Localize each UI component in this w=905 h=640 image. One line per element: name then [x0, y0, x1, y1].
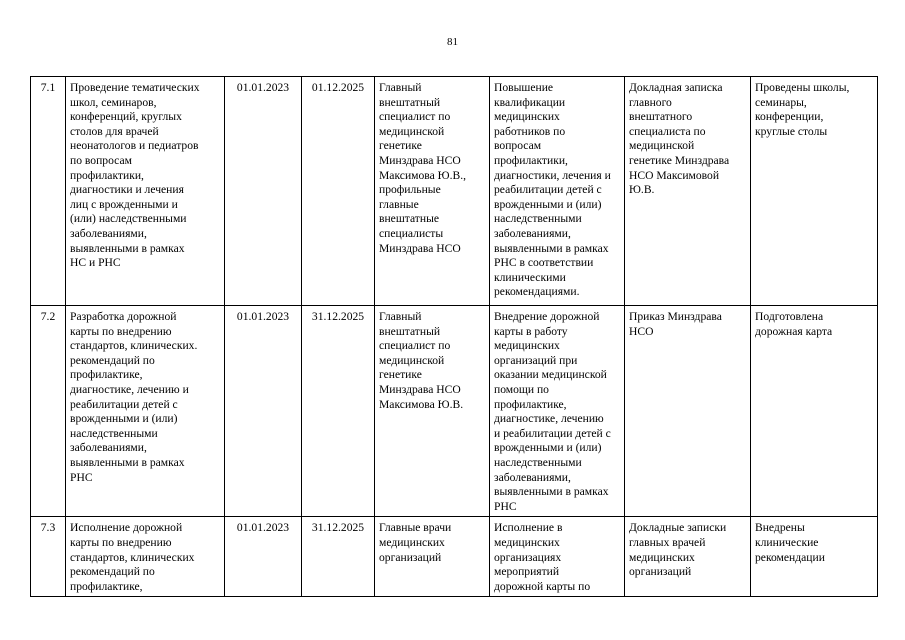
expected-result-cell: Повышение квалификации медицинских работников по вопросам профилактики, диагностики, лечения и реабилитации детей с врожденными и (или) наследственными заболеваниями, выявленными в рамках РНС в соответствии клиническими рекомендациями.	[490, 77, 625, 306]
outcome-cell: Проведены школы, семинары, конференции, круглые столы	[751, 77, 878, 306]
end-date-cell: 31.12.2025	[302, 517, 375, 597]
start-date-cell: 01.01.2023	[225, 517, 302, 597]
document-cell: Приказ Минздрава НСО	[625, 306, 751, 517]
document-cell: Докладная записка главного внештатного специалиста по медицинской генетике Минздрава НСО Максимовой Ю.В.	[625, 77, 751, 306]
end-date-cell: 01.12.2025	[302, 77, 375, 306]
item-number: 7.3	[31, 517, 66, 597]
document-cell: Докладные записки главных врачей медицинских организаций	[625, 517, 751, 597]
plan-table	[30, 76, 878, 597]
event-cell: Разработка дорожной карты по внедрению стандартов, клинических. рекомендаций по профилактике, диагностике, лечению и реабилитации детей с врожденными и (или) наследственными заболеваниями, выявленными в рамках РНС	[66, 306, 225, 517]
table-row	[31, 77, 878, 306]
table-row	[31, 306, 878, 517]
expected-result-cell: Исполнение в медицинских организациях мероприятий дорожной карты по	[490, 517, 625, 597]
outcome-cell: Подготовлена дорожная карта	[751, 306, 878, 517]
start-date-cell: 01.01.2023	[225, 306, 302, 517]
end-date-cell: 31.12.2025	[302, 306, 375, 517]
responsible-cell: Главные врачи медицинских организаций	[375, 517, 490, 597]
expected-result-cell: Внедрение дорожной карты в работу медицинских организаций при оказании медицинской помощи по профилактике, диагностике, лечению и реабилитации детей с врожденными и (или) наследственными заболеваниями, выявленными в рамках РНС	[490, 306, 625, 517]
item-number: 7.1	[31, 77, 66, 306]
item-number: 7.2	[31, 306, 66, 517]
outcome-cell: Внедрены клинические рекомендации	[751, 517, 878, 597]
responsible-cell: Главный внештатный специалист по медицинской генетике Минздрава НСО Максимова Ю.В.	[375, 306, 490, 517]
event-cell: Исполнение дорожной карты по внедрению стандартов, клинических рекомендаций по профилактике,	[66, 517, 225, 597]
table-row	[31, 517, 878, 597]
event-cell: Проведение тематических школ, семинаров, конференций, круглых столов для врачей неонатологов и педиатров по вопросам профилактики, диагностики и лечения лиц с врожденными и (или) наследственными заболеваниями, выявленными в рамках НС и РНС	[66, 77, 225, 306]
responsible-cell: Главный внештатный специалист по медицинской генетике Минздрава НСО Максимова Ю.В., профильные главные внештатные специалисты Минздрава НСО	[375, 77, 490, 306]
start-date-cell: 01.01.2023	[225, 77, 302, 306]
page-number: 81	[447, 36, 458, 48]
